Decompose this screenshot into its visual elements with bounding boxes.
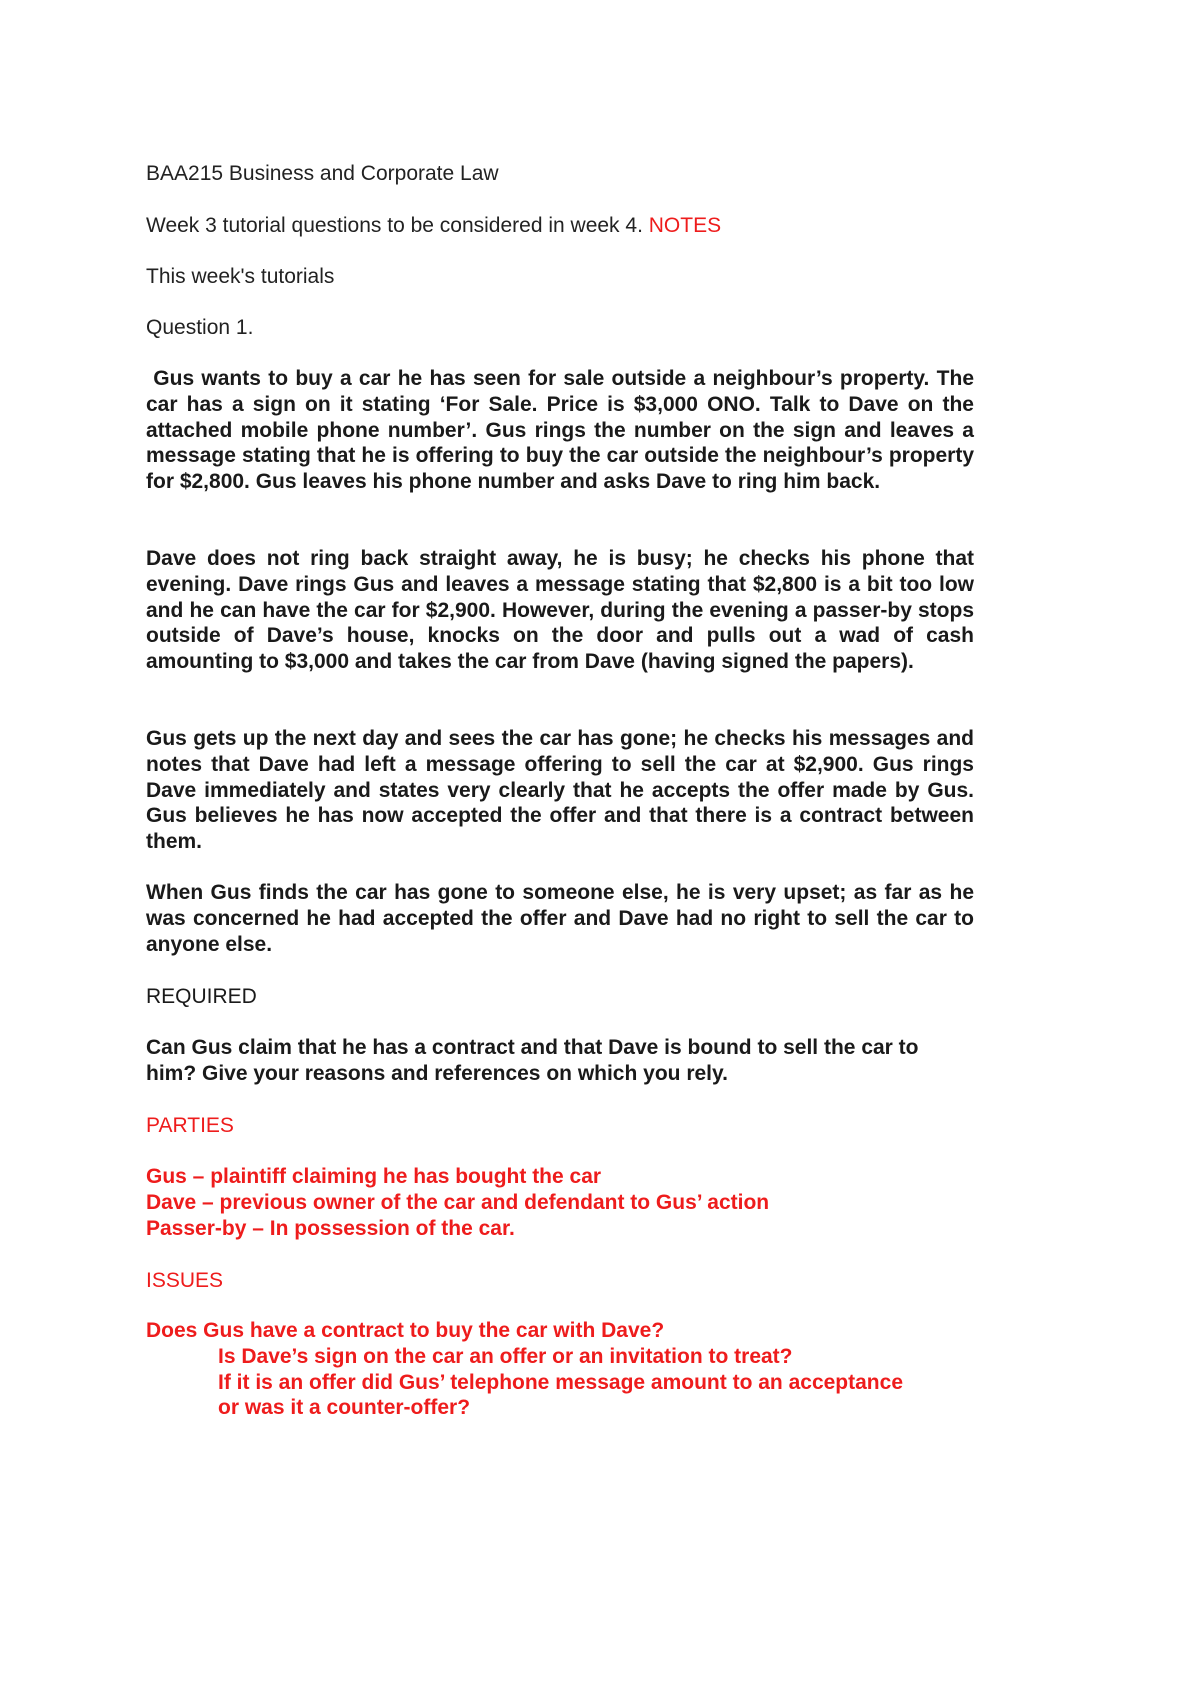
issue-sub-2: If it is an offer did Gus’ telephone message amount to an acceptance or was it a counter-offer? (218, 1370, 903, 1420)
parties-list (146, 1164, 974, 1241)
party-dave: Dave – previous owner of the car and defendant to Gus’ action (146, 1190, 770, 1214)
question-paragraph-4: When Gus finds the car has gone to someone else, he is very upset; as far as he was concerned he had accepted the offer and Dave had no right to sell the car to anyone else. (146, 881, 974, 956)
issue-main: Does Gus have a contract to buy the car with Dave? (146, 1319, 665, 1342)
question-heading: Question 1. (146, 316, 254, 339)
notes-label: NOTES (648, 214, 722, 237)
question-paragraph-1: Gus wants to buy a car he has seen for sale outside a neighbour’s property. The car has a sign on it stating ‘For Sale. Price is $3,000 ONO. Talk to Dave on the attached mobile phone number’. Gus rings the number on the sign and leaves a message stating that he is offering to buy the car outside the neighbour’s property for $2,800. Gus leaves his phone number and asks Dave to ring him back. (146, 367, 980, 494)
question-paragraph-3: Gus gets up the next day and sees the car has gone; he checks his messages and notes that Dave had left a message offering to sell the car at $2,900. Gus rings Dave immediately and states very clearly that he accepts the offer made by Gus. Gus believes he has now accepted the offer and that there is a contract between them. (146, 727, 974, 854)
party-gus: Gus – plaintiff claiming he has bought the car (146, 1165, 602, 1188)
question-paragraph-2: Dave does not ring back straight away, he is busy; he checks his phone that evening. Dave rings Gus and leaves a message stating that $2,800 is a bit too low and he can have the car for $2,900. However, during the evening a passer-by stops outside of Dave’s house, knocks on the door and pulls out a wad of cash amounting to $3,000 and takes the car from Dave (having signed the papers). (146, 547, 974, 674)
parties-heading: PARTIES (146, 1114, 234, 1137)
required-text: Can Gus claim that he has a contract and that Dave is bound to sell the car to him? Give your reasons and references on which you rely. (146, 1036, 919, 1085)
week-line-text: Week 3 tutorial questions to be considered in week 4. (146, 214, 643, 237)
tutorials-heading: This week's tutorials (146, 265, 335, 288)
party-passer-by: Passer-by – In possession of the car. (146, 1216, 515, 1240)
required-heading: REQUIRED (146, 985, 257, 1008)
issues-list (146, 1318, 986, 1421)
issues-heading: ISSUES (146, 1269, 224, 1292)
course-title: BAA215 Business and Corporate Law (146, 162, 499, 185)
week-line (146, 212, 721, 240)
issue-sub-1: Is Dave’s sign on the car an offer or an invitation to treat? (218, 1344, 793, 1368)
